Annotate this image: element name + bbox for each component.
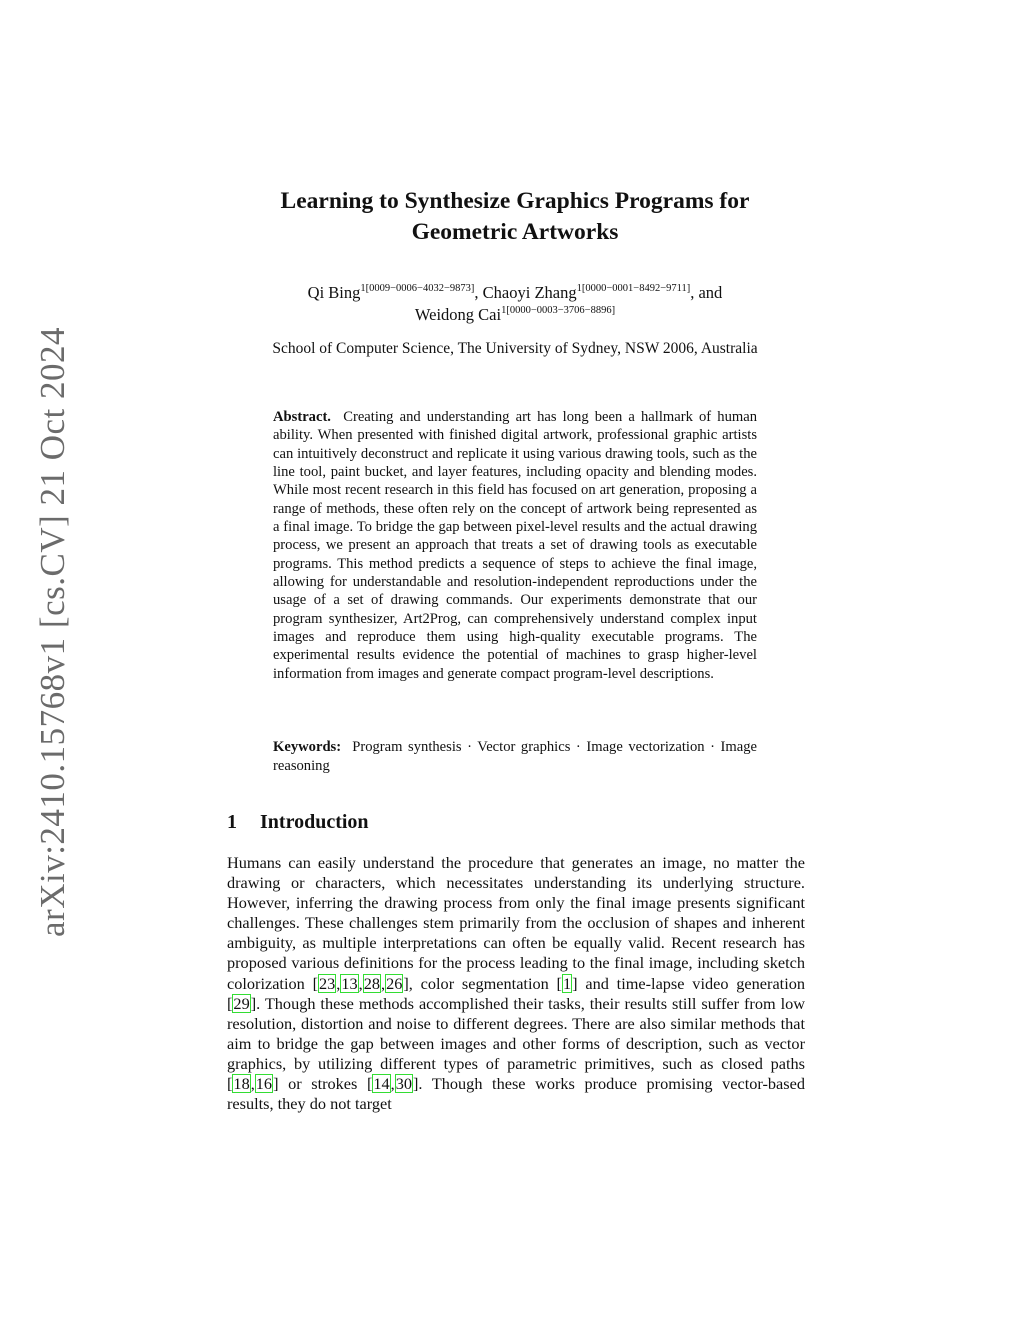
keywords bbox=[273, 738, 757, 776]
author-orcid[interactable]: 1[0000−0001−8492−9711] bbox=[576, 283, 691, 294]
author-separator: , bbox=[474, 283, 483, 302]
author-list bbox=[220, 282, 810, 326]
citation-link[interactable]: 28 bbox=[363, 973, 380, 993]
citation-link[interactable]: 14 bbox=[373, 1074, 390, 1094]
author-orcid[interactable]: 1[0009−0006−4032−9873] bbox=[360, 283, 475, 294]
citation-link[interactable]: 13 bbox=[341, 973, 358, 993]
citation-link[interactable]: 26 bbox=[386, 973, 403, 993]
citation-link[interactable]: 1 bbox=[562, 973, 572, 993]
citation-link[interactable]: 18 bbox=[233, 1074, 250, 1094]
introduction-text: , bbox=[250, 1074, 255, 1094]
section-number: 1 bbox=[227, 811, 237, 833]
author-orcid[interactable]: 1[0000−0003−3706−8896] bbox=[501, 305, 616, 316]
abstract-text: Creating and understanding art has long been a hallmark of human ability. When presented with finished digital artwork, professional graphic artists can intuitively deconstruct and replicate it using various drawing tools, such as the line tool, paint bucket, and layer features, including opacity and blending modes. While most recent research in this field has focused on art generation, proposing a range of methods, these often rely on the concept of artwork being represented as a final image. To bridge the gap between pixel-level results and the actual drawing process, we present an approach that treats a set of drawing tools as executable programs. This method predicts a sequence of steps to achieve the final image, allowing for understandable and resolution-independent reproductions under the usage of a set of drawing commands. Our experiments demonstrate that our program synthesizer, Art2Prog, can comprehensively understand complex input images and reproduce them using high-quality executable programs. The experimental results evidence the potential of machines to grasp higher-level information from images and generate compact program-level descriptions. bbox=[273, 409, 757, 682]
abstract bbox=[273, 408, 757, 683]
citation-link[interactable]: 16 bbox=[255, 1074, 273, 1094]
author-separator: , and bbox=[690, 283, 723, 302]
title-line-1: Learning to Synthesize Graphics Programs for bbox=[280, 188, 750, 214]
introduction-text: Humans can easily understand the procedure that generates an image, no matter the drawing or characters, which necessitates understanding its underlying structure. However, inferring the drawing process from only the final image presents significant challenges. These challenges stem primarily from the occlusion of shapes and inherent ambiguity, as multiple interpretations can often be equally valid. Recent research has proposed various definitions for the process leading to the final image, including sketch colorization [ bbox=[227, 853, 805, 993]
paper-title bbox=[200, 186, 830, 248]
author-name: Weidong Cai bbox=[414, 305, 502, 324]
introduction-text: ] or strokes [ bbox=[273, 1074, 373, 1094]
citation-link[interactable]: 30 bbox=[395, 1074, 413, 1094]
introduction-text: ] and time-lapse video generation [ bbox=[227, 973, 806, 1013]
introduction-text: , bbox=[336, 973, 341, 993]
section-title: Introduction bbox=[260, 811, 369, 833]
author-name: Chaoyi Zhang bbox=[482, 283, 577, 302]
introduction-text: ]. Though these methods accomplished their tasks, their results still suffer from low resolution, distortion and noise to different degrees. There are also similar methods that aim to bridge the gap between images and other forms of description, such as vector graphics, by utilizing different types of parametric primitives, such as closed paths [ bbox=[227, 993, 805, 1094]
affiliation: School of Computer Science, The University of Sydney, NSW 2006, Australia bbox=[272, 340, 758, 357]
citation-link[interactable]: 23 bbox=[319, 973, 336, 993]
introduction-text: , bbox=[390, 1074, 395, 1094]
introduction-text: , bbox=[358, 973, 363, 993]
section-heading bbox=[227, 809, 369, 835]
introduction-body bbox=[227, 853, 805, 1114]
author-name: Qi Bing bbox=[307, 283, 361, 302]
keywords-text: Program synthesis · Vector graphics · Image vectorization · Image reasoning bbox=[273, 739, 757, 774]
introduction-text: ]. Though these works produce promising vector-based results, they do not target bbox=[227, 1074, 805, 1114]
introduction-text: ], color segmentation [ bbox=[403, 973, 562, 993]
introduction-text: , bbox=[381, 973, 386, 993]
title-line-2: Geometric Artworks bbox=[411, 219, 619, 245]
arxiv-identifier[interactable]: arXiv:2410.15768v1 [cs.CV] 21 Oct 2024 bbox=[33, 326, 72, 937]
abstract-label: Abstract. bbox=[273, 409, 331, 425]
citation-link[interactable]: 29 bbox=[233, 993, 250, 1013]
keywords-label: Keywords: bbox=[273, 739, 342, 755]
